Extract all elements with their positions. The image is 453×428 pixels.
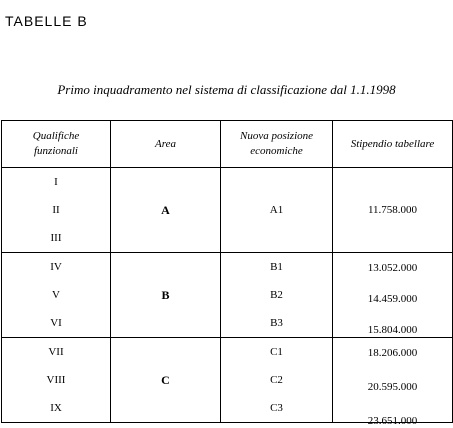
posizione-item: B1 — [270, 261, 283, 273]
qualifica-item: IV — [50, 261, 62, 273]
header-qualifiche — [2, 121, 111, 168]
qualifica-item: III — [50, 232, 62, 244]
area-cell: C — [111, 338, 221, 423]
table-row-area-c — [2, 338, 453, 423]
header-qualifiche-line2: funzionali — [33, 145, 78, 157]
header-qualifiche-line1: Qualifiche — [32, 130, 80, 142]
area-cell: B — [111, 253, 221, 338]
stipendio-item: 13.052.000 — [367, 262, 418, 274]
posizione-item: C3 — [270, 402, 283, 414]
qualifica-item: VII — [48, 346, 64, 358]
posizione-item: B3 — [270, 317, 283, 329]
stipendio-item: 11.758.000 — [367, 204, 418, 216]
qualifica-item: VIII — [46, 374, 66, 386]
header-posizione-line2: economiche — [250, 145, 303, 157]
qualifiche-cell — [2, 168, 111, 253]
table-row-area-b — [2, 253, 453, 338]
posizione-cell — [221, 338, 333, 423]
page-heading: TABELLE B — [5, 13, 88, 29]
qualifica-item: II — [52, 204, 60, 216]
stipendio-item: 23.651.000 — [367, 415, 418, 427]
stipendio-item: 15.804.000 — [367, 324, 418, 336]
posizione-item: C2 — [270, 374, 283, 386]
qualifiche-cell — [2, 338, 111, 423]
posizione-cell — [221, 168, 333, 253]
stipendio-cell — [333, 338, 453, 427]
stipendio-cell — [333, 168, 453, 253]
posizione-item: C1 — [270, 346, 283, 358]
classification-table — [1, 120, 453, 427]
stipendio-item: 18.206.000 — [367, 347, 418, 359]
posizione-cell — [221, 253, 333, 338]
stipendio-item: 14.459.000 — [367, 293, 418, 305]
posizione-item: A1 — [269, 204, 284, 216]
qualifiche-cell — [2, 253, 111, 338]
header-posizione — [221, 121, 333, 168]
header-area: Area — [111, 121, 221, 168]
qualifica-item: IX — [50, 402, 62, 414]
stipendio-cell — [333, 253, 453, 338]
header-posizione-line1: Nuova posizione — [239, 130, 314, 142]
header-stipendio: Stipendio tabellare — [333, 121, 453, 168]
qualifica-item: VI — [50, 317, 62, 329]
header-row — [2, 121, 453, 168]
qualifica-item: V — [52, 289, 60, 301]
stipendio-item: 20.595.000 — [367, 381, 418, 393]
table-row-area-a — [2, 168, 453, 253]
area-cell: A — [111, 168, 221, 253]
posizione-item: B2 — [270, 289, 283, 301]
qualifica-item: I — [54, 176, 58, 188]
table-subtitle: Primo inquadramento nel sistema di classificazione dal 1.1.1998 — [57, 82, 396, 97]
